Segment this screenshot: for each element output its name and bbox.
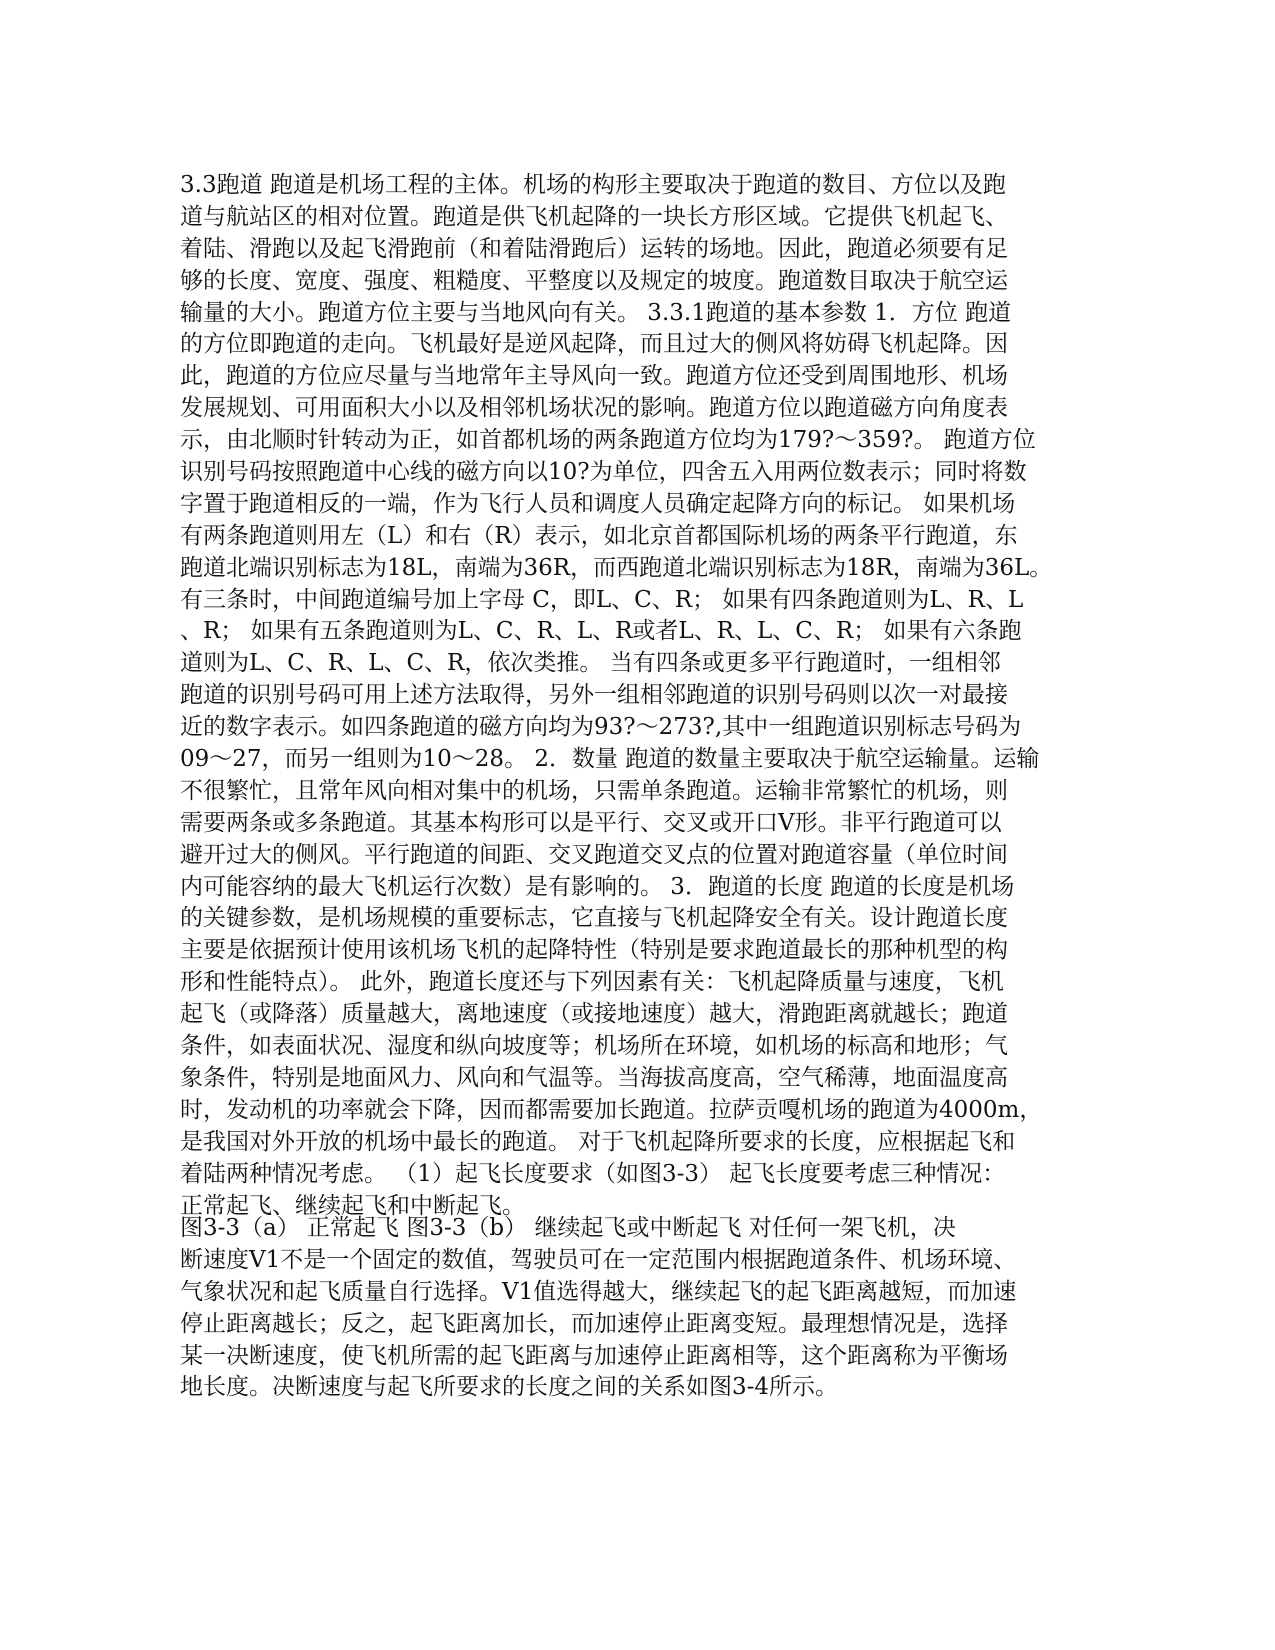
text-line: 内可能容纳的最大飞机运行次数）是有影响的。 3．跑道的长度 跑道的长度是机场 [180,873,1015,900]
text-line: 够的长度、宽度、强度、粗糙度、平整度以及规定的坡度。跑道数目取决于航空运 [180,267,1008,294]
text-line: 跑道的识别号码可用上述方法取得，另外一组相邻跑道的识别号码则以次一对最接 [180,682,1008,709]
text-line: 象条件，特别是地面风力、风向和气温等。当海拔高度高，空气稀薄，地面温度高 [180,1064,1008,1091]
text-line: 停止距离越长；反之，起飞距离加长，而加速停止距离变短。最理想情况是，选择 [180,1310,1008,1337]
text-line: 、R； 如果有五条跑道则为L、C、R、L、R或者L、R、L、C、R； 如果有六条跑 [180,618,1022,645]
text-line: 形和性能特点）。 此外，跑道长度还与下列因素有关：飞机起降质量与速度，飞机 [180,969,1004,996]
text-line: 的方位即跑道的走向。飞机最好是逆风起降，而且过大的侧风将妨碍飞机起降。因 [180,331,1008,358]
body-paragraph [180,170,1060,1222]
text-line: 有三条时，中间跑道编号加上字母 C，即L、C、R； 如果有四条跑道则为L、R、L [180,586,1024,613]
body-paragraph [180,1213,1060,1404]
text-line: 3.3跑道 跑道是机场工程的主体。机场的构形主要取决于跑道的数目、方位以及跑 [180,172,1006,198]
text-line: 字置于跑道相反的一端，作为飞行人员和调度人员确定起降方向的标记。 如果机场 [180,490,1016,517]
text-line: 着陆两种情况考虑。 （1）起飞长度要求（如图3-3） 起飞长度要考虑三种情况： [180,1160,1006,1187]
text-line: 示，由北顺时针转动为正，如首都机场的两条跑道方位均为179?～359?。 跑道方位 [180,427,1036,454]
text-line: 条件，如表面状况、湿度和纵向坡度等；机场所在环境，如机场的标高和地形；气 [180,1033,1008,1060]
text-line: 气象状况和起飞质量自行选择。V1值选得越大，继续起飞的起飞距离越短，而加速 [180,1278,1017,1305]
text-line: 起飞（或降落）质量越大，离地速度（或接地速度）越大，滑跑距离就越长；跑道 [180,1001,1008,1028]
text-line: 断速度V1不是一个固定的数值，驾驶员可在一定范围内根据跑道条件、机场环境、 [180,1246,1017,1273]
text-line: 道与航站区的相对位置。跑道是供飞机起降的一块长方形区域。它提供飞机起飞、 [180,203,1008,230]
text-line: 跑道北端识别标志为18L，南端为36R，而西跑道北端识别标志为18R，南端为36L。 [180,554,1053,581]
text-line: 此，跑道的方位应尽量与当地常年主导风向一致。跑道方位还受到周围地形、机场 [180,363,1008,390]
text-line: 地长度。决断速度与起飞所要求的长度之间的关系如图3-4所示。 [180,1374,839,1401]
text-line: 着陆、滑跑以及起飞滑跑前（和着陆滑跑后）运转的场地。因此，跑道必须要有足 [180,235,1008,262]
text-line: 输量的大小。跑道方位主要与当地风向有关。 3.3.1跑道的基本参数 1．方位 跑道 [180,299,1012,326]
text-line: 有两条跑道则用左（L）和右（R）表示，如北京首都国际机场的两条平行跑道，东 [180,522,1018,549]
text-line: 时，发动机的功率就会下降，因而都需要加长跑道。拉萨贡嘎机场的跑道为4000m， [180,1096,1043,1123]
text-line: 主要是依据预计使用该机场飞机的起降特性（特别是要求跑道最长的那种机型的构 [180,937,1008,964]
text-line: 避开过大的侧风。平行跑道的间距、交叉跑道交叉点的位置对跑道容量（单位时间 [180,841,1008,868]
text-line: 某一决断速度，使飞机所需的起飞距离与加速停止距离相等，这个距离称为平衡场 [180,1342,1008,1369]
text-line: 不很繁忙，且常年风向相对集中的机场，只需单条跑道。运输非常繁忙的机场，则 [180,777,1008,804]
text-line: 09～27，而另一组则为10～28。 2．数量 跑道的数量主要取决于航空运输量。运输 [180,746,1040,773]
text-line: 近的数字表示。如四条跑道的磁方向均为93?～273?,其中一组跑道识别标志号码为 [180,714,1022,741]
text-line: 识别号码按照跑道中心线的磁方向以10?为单位，四舍五入用两位数表示；同时将数 [180,459,1027,486]
text-line: 正常起飞、继续起飞和中断起飞。 [180,1192,525,1219]
text-line: 道则为L、C、R、L、C、R，依次类推。 当有四条或更多平行跑道时，一组相邻 [180,650,1001,677]
text-line: 是我国对外开放的机场中最长的跑道。 对于飞机起降所要求的长度，应根据起飞和 [180,1128,1016,1155]
text-line: 的关键参数，是机场规模的重要标志，它直接与飞机起降安全有关。设计跑道长度 [180,905,1008,932]
text-line: 发展规划、可用面积大小以及相邻机场状况的影响。跑道方位以跑道磁方向角度表 [180,395,1008,422]
text-line: 图3-3（a） 正常起飞 图3-3（b） 继续起飞或中断起飞 对任何一架飞机，决 [180,1215,956,1241]
text-line: 需要两条或多条跑道。其基本构形可以是平行、交叉或开口V形。非平行跑道可以 [180,809,1002,836]
